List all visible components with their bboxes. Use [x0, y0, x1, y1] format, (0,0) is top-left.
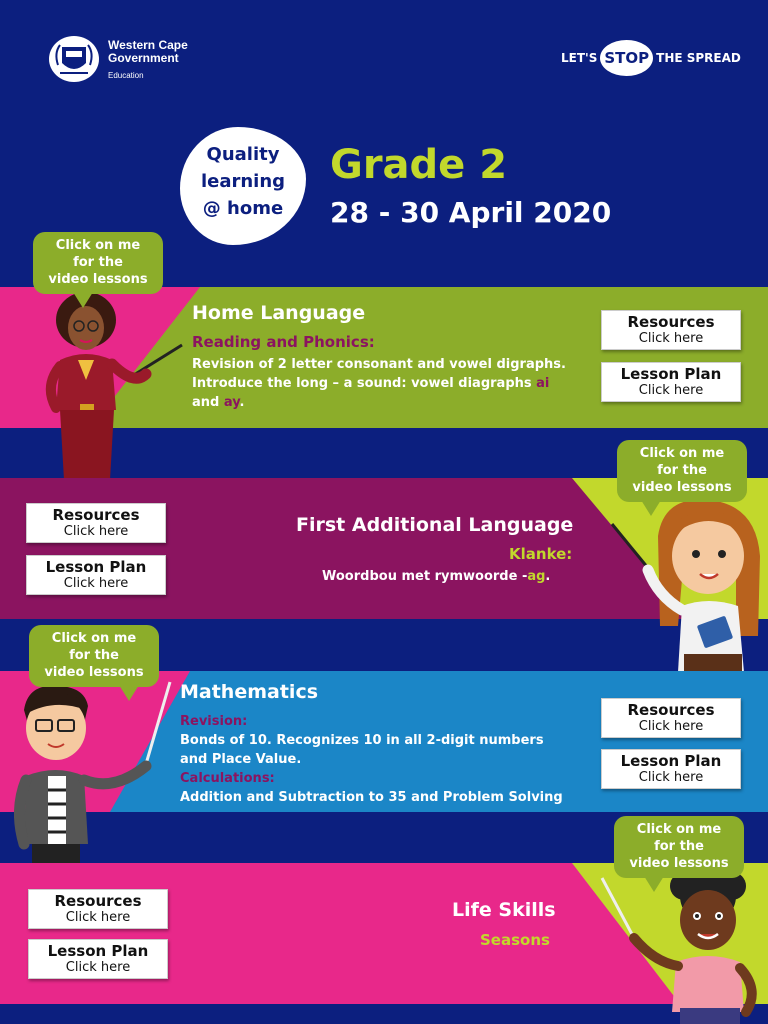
hl-line2 [192, 374, 612, 393]
bubble-line2: for the [654, 839, 704, 854]
cloud-line2: learning [200, 171, 286, 192]
fal-lesson-plan-button[interactable] [26, 555, 166, 595]
bubble-tail [119, 685, 139, 701]
button-sub: Click here [65, 960, 131, 975]
bubble-line2: for the [69, 648, 119, 663]
button-title: Resources [54, 892, 142, 910]
maths-sub2: Calculations: [180, 771, 275, 786]
home-language-title: Home Language [192, 302, 366, 324]
hl-highlight-ay: ay [223, 395, 240, 410]
button-sub: Click here [638, 770, 704, 785]
bubble-tail [641, 500, 661, 516]
maths-desc [180, 712, 620, 807]
home-language-subtitle: Reading and Phonics: [192, 333, 375, 351]
fal-resources-button[interactable] [26, 503, 166, 543]
video-lessons-bubble-4[interactable] [614, 816, 744, 878]
org-line2: Government [108, 51, 179, 65]
button-title: Lesson Plan [47, 942, 149, 960]
button-title: Resources [627, 313, 715, 331]
button-title: Lesson Plan [45, 558, 147, 576]
life-skills-resources-button[interactable] [28, 889, 168, 929]
bubble-line1: Click on me [639, 446, 725, 461]
maths-line1: Bonds of 10. Recognizes 10 in all 2-digit numbers [180, 733, 544, 748]
hl-line3 [192, 393, 612, 412]
fal-title: First Additional Language [296, 514, 574, 536]
quality-learning-cloud [180, 127, 306, 245]
org-sub: Education [108, 71, 144, 80]
bubble-line2: for the [657, 463, 707, 478]
button-title: Resources [52, 506, 140, 524]
maths-line2: and Place Value. [180, 752, 302, 767]
bubble-tail [644, 876, 664, 892]
bubble-tail [73, 292, 93, 308]
bubble-line3: video lessons [629, 856, 729, 871]
button-title: Resources [627, 701, 715, 719]
coat-of-arms-icon [48, 35, 100, 83]
cloud-line1: Quality [206, 144, 280, 165]
wcg-logo [48, 35, 100, 87]
maths-resources-button[interactable] [601, 698, 741, 738]
maths-lesson-plan-button[interactable] [601, 749, 741, 789]
fal-subtitle: Klanke: [509, 545, 573, 563]
grade-title: Grade 2 [330, 142, 508, 188]
bubble-line3: video lessons [48, 272, 148, 287]
maths-sub1: Revision: [180, 714, 248, 729]
button-sub: Click here [65, 910, 131, 925]
hl-line3-text: and [192, 395, 224, 410]
campaign-rest: THE SPREAD [656, 51, 741, 65]
date-range: 28 - 30 April 2020 [330, 196, 612, 229]
bubble-line1: Click on me [55, 238, 141, 253]
life-skills-lesson-plan-button[interactable] [28, 939, 168, 979]
teacher-character-2[interactable] [608, 496, 768, 672]
fal-desc-end: . [545, 569, 551, 584]
button-title: Lesson Plan [620, 752, 722, 770]
video-lessons-bubble-3[interactable] [29, 625, 159, 687]
button-title: Lesson Plan [620, 365, 722, 383]
bubble-line3: video lessons [632, 480, 732, 495]
teacher-character-4[interactable] [596, 872, 768, 1024]
cloud-line3: @ home [202, 198, 284, 219]
bubble-line3: video lessons [44, 665, 144, 680]
stop-the-spread-logo [561, 40, 741, 76]
button-sub: Click here [63, 576, 129, 591]
video-lessons-bubble-2[interactable] [617, 440, 747, 502]
fal-highlight-ag: ag [527, 569, 546, 584]
button-sub: Click here [638, 331, 704, 346]
hl-highlight-ai: ai [536, 376, 550, 391]
org-name [108, 39, 188, 65]
button-sub: Click here [63, 524, 129, 539]
maths-line3: Addition and Subtraction to 35 and Problem Solving [180, 790, 563, 805]
bubble-line2: for the [73, 255, 123, 270]
campaign-lets: LET'S [561, 51, 598, 65]
hl-line3-end: . [239, 395, 245, 410]
life-skills-title: Life Skills [452, 899, 556, 921]
bubble-line1: Click on me [636, 822, 722, 837]
home-language-lesson-plan-button[interactable] [601, 362, 741, 402]
home-language-resources-button[interactable] [601, 310, 741, 350]
teacher-character-3[interactable] [14, 680, 174, 864]
campaign-stop: STOP [600, 40, 653, 76]
life-skills-subtitle: Seasons [480, 931, 550, 949]
hl-line1: Revision of 2 letter consonant and vowel digraphs. [192, 357, 566, 372]
home-language-desc [192, 355, 612, 412]
maths-title: Mathematics [180, 681, 319, 703]
button-sub: Click here [638, 719, 704, 734]
org-line1: Western Cape [108, 38, 188, 52]
button-sub: Click here [638, 383, 704, 398]
video-lessons-bubble-1[interactable] [33, 232, 163, 294]
fal-desc [322, 567, 550, 586]
bubble-line1: Click on me [51, 631, 137, 646]
teacher-character-1[interactable] [34, 290, 184, 480]
hl-line2-text: Introduce the long – a sound: vowel diagraphs [192, 376, 537, 391]
fal-desc-text: Woordbou met rymwoorde - [322, 569, 528, 584]
